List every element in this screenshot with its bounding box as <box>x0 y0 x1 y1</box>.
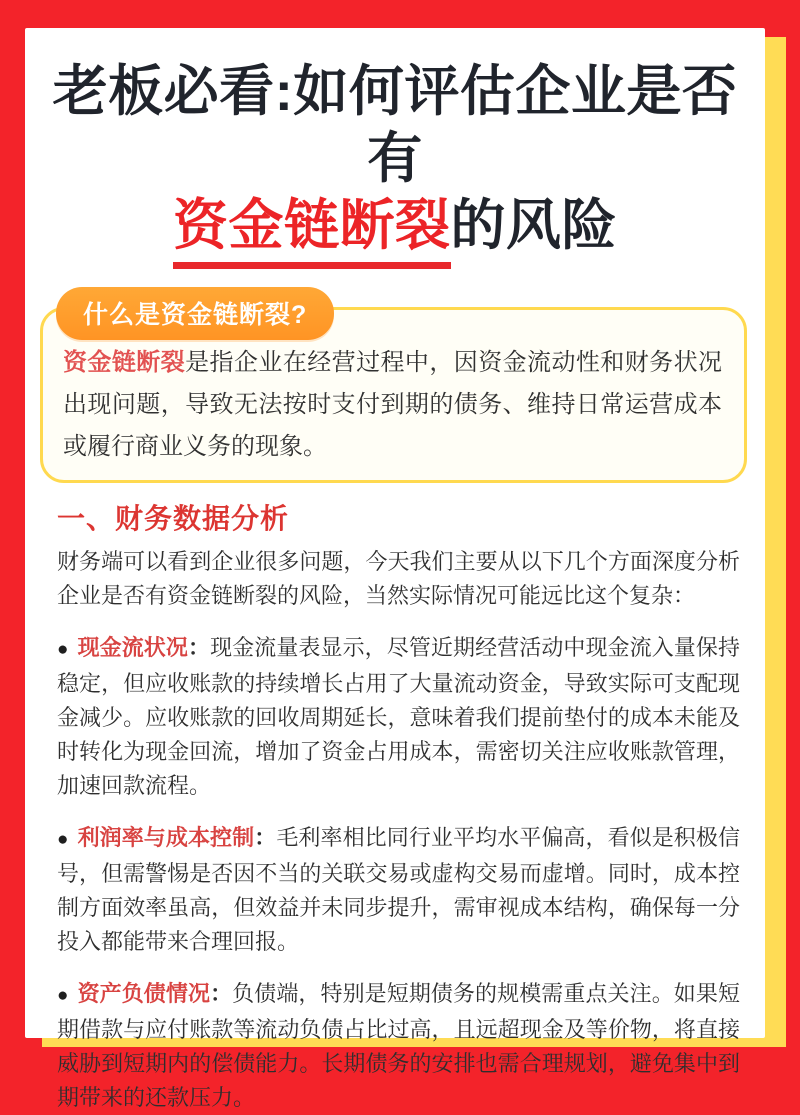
bullet-profit-cost <box>57 821 740 959</box>
definition-box <box>40 301 747 483</box>
poster-card <box>25 28 765 1110</box>
bullet-dot-icon: ● <box>57 985 69 1006</box>
bullet-text: 现金流量表显示，尽管近期经营活动中现金流入量保持稳定，但应收账款的持续增长占用了大量流动资金，导致实际可支配现金减少。应收账款的回收周期延长，意味着我们提前垫付的成本未能及时转化为现金回流，增加了资金占用成本，需密切关注应收账款管理，加速回款流程。 <box>57 635 740 798</box>
bullet-dot-icon: ● <box>57 639 69 660</box>
definition-badge: 什么是资金链断裂? <box>56 287 334 340</box>
bullet-separator: ： <box>210 981 233 1006</box>
bullet-separator: ： <box>187 635 211 660</box>
title-highlight-underlined: 资金链断裂 <box>173 192 451 269</box>
definition-text <box>63 342 722 468</box>
section-intro: 财务端可以看到企业很多问题，今天我们主要从以下几个方面深度分析企业是否有资金链断裂的风险，当然实际情况可能远比这个复杂： <box>57 549 740 608</box>
bullet-keyword: 现金流状况 <box>77 635 188 660</box>
bullet-dot-icon: ● <box>57 829 69 850</box>
bullet-separator: ： <box>254 825 277 850</box>
bullet-text: 负债端，特别是短期债务的规模需重点关注。如果短期借款与应付账款等流动负债占比过高，且远超现金及等价物，将直接威胁到短期内的偿债能力。长期债务的安排也需合理规划，避免集中到期带来的还款压力。 <box>57 981 740 1110</box>
bullet-text: 毛利率相比同行业平均水平偏高，看似是积极信号，但需警惕是否因不当的关联交易或虚构交易而虚增。同时，成本控制方面效率虽高，但效益并未同步提升，需审视成本结构，确保每一分投入都能带来合理回报。 <box>57 825 740 954</box>
bullet-keyword: 利润率与成本控制 <box>77 825 255 850</box>
page-title <box>25 58 765 269</box>
bullet-cash-flow <box>57 631 740 803</box>
title-line-2-rest: 的风险 <box>450 194 618 256</box>
title-line-2 <box>25 192 765 269</box>
bullet-assets-liabilities <box>57 977 740 1115</box>
title-line-1: 老板必看:如何评估企业是否有 <box>52 60 738 189</box>
definition-keyword: 资金链断裂 <box>63 349 186 376</box>
analysis-section <box>25 503 765 1115</box>
section-heading: 一、财务数据分析 <box>57 503 290 534</box>
definition-body: 是指企业在经营过程中，因资金流动性和财务状况出现问题，导致无法按时支付到期的债务、维持日常运营成本或履行商业义务的现象。 <box>63 349 723 460</box>
bullet-keyword: 资产负债情况 <box>77 981 211 1006</box>
